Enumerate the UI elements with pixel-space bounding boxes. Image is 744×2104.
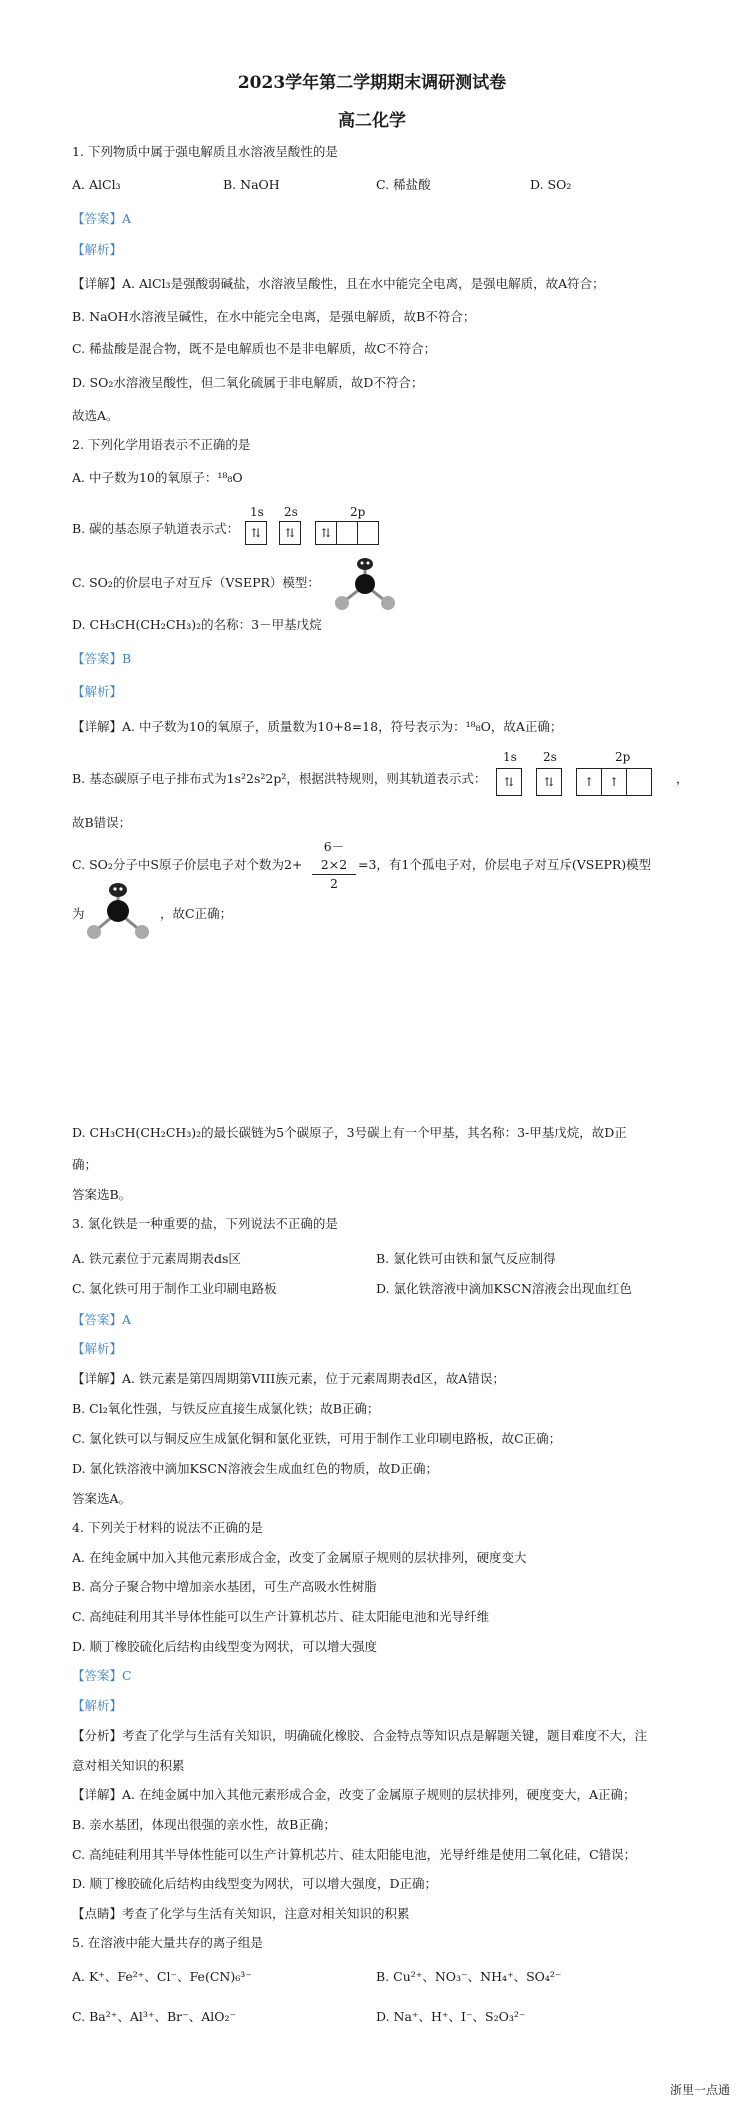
fraction-numerator: 6－2×2 [312, 838, 356, 875]
q3-detail-a: 【详解】A. 铁元素是第四周期第VIII族元素，位于元素周期表d区，故A错误； [72, 1371, 505, 1386]
q2-detail-b-end: 故B错误； [72, 815, 132, 830]
orbital-box-2p-2-b: ↑ [601, 768, 627, 796]
q4-detail-a: 【详解】A. 在纯金属中加入其他元素形成合金，改变了金属原子规则的层状排列，硬度变大，A正确； [72, 1787, 636, 1802]
q2-detail-c-rest: =3，有1个孤电子对，价层电子对互斥(VSEPR)模型 [358, 857, 652, 872]
q3-option-a: A. 铁元素位于元素周期表ds区 [72, 1251, 241, 1266]
vsepr-model-large [82, 880, 152, 942]
q5-option-b: B. Cu²⁺、NO₃⁻、NH₄⁺、SO₄²⁻ [376, 1969, 562, 1984]
comma: ， [676, 771, 689, 786]
orbital-box-2s-b: ⇅ [536, 768, 562, 796]
q2-detail-d: D. CH₃CH(CH₂CH₃)₂的最长碳链为5个碳原子，3号碳上有一个甲基，其名称：3-甲基戊烷，故D正 [72, 1125, 627, 1140]
orbital-box-2p-2 [336, 521, 358, 545]
q2-answer: 【答案】B [72, 651, 132, 666]
q2-option-c: C. SO₂的价层电子对互斥（VSEPR）模型： [72, 575, 320, 590]
q4-detail-c: C. 高纯硅利用其半导体性能可以生产计算机芯片、硅太阳能电池，光导纤维是使用二氧化硅，C错误； [72, 1847, 637, 1862]
q3-answer: 【答案】A [72, 1312, 132, 1327]
q2-detail-a: 【详解】A. 中子数为10的氧原子，质量数为10+8=18，符号表示为：¹⁸₈O，故A正确； [72, 719, 563, 734]
q4-note: 【点睛】考查了化学与生活有关知识，注意对相关知识的积累 [72, 1906, 410, 1921]
q2-conclusion: 答案选B。 [72, 1187, 132, 1202]
vsepr-model-small [330, 555, 400, 613]
orbital-label-1s: 1s [250, 505, 264, 519]
q2-option-a: A. 中子数为10的氧原子：¹⁸₈O [72, 470, 243, 485]
orbital-diagram-large [497, 750, 667, 804]
q5-option-d: D. Na⁺、H⁺、I⁻、S₂O₃²⁻ [376, 2009, 526, 2024]
q1-option-d: D. SO₂ [530, 177, 572, 192]
q2-option-d: D. CH₃CH(CH₂CH₃)₂的名称：3－甲基戊烷 [72, 617, 322, 632]
q1-detail-a: 【详解】A. AlCl₃是强酸弱碱盐，水溶液呈酸性，且在水中能完全电离，是强电解质，故A符合； [72, 276, 605, 291]
q4-jiexi: 【解析】 [72, 1698, 123, 1713]
paper-subject: 高二化学 [338, 111, 406, 131]
footer-watermark: 浙里一点通 [669, 2083, 730, 2097]
q1-detail-c: C. 稀盐酸是混合物，既不是电解质也不是非电解质，故C不符合； [72, 341, 437, 356]
orbital-box-2s: ⇅ [279, 521, 301, 545]
q4-option-b: B. 高分子聚合物中增加亲水基团，可生产高吸水性树脂 [72, 1579, 377, 1594]
q4-detail-b: B. 亲水基团，体现出很强的亲水性，故B正确； [72, 1817, 336, 1832]
q1-detail-b: B. NaOH水溶液呈碱性，在水中能完全电离，是强电解质，故B不符合； [72, 309, 476, 324]
q3-detail-d: D. 氯化铁溶液中滴加KSCN溶液会生成血红色的物质，故D正确； [72, 1461, 438, 1476]
q1-answer: 【答案】A [72, 211, 132, 226]
orbital-diagram-small [246, 505, 396, 555]
q5-option-a: A. K⁺、Fe²⁺、Cl⁻、Fe(CN)₆³⁻ [72, 1969, 252, 1984]
q4-answer: 【答案】C [72, 1668, 132, 1683]
q1-option-a: A. AlCl₃ [72, 177, 121, 192]
orbital-box-2p-3 [357, 521, 379, 545]
orbital-label-2s-b: 2s [543, 750, 557, 764]
q5-option-c: C. Ba²⁺、Al³⁺、Br⁻、AlO₂⁻ [72, 2009, 237, 2024]
q1-jiexi: 【解析】 [72, 242, 123, 257]
orbital-label-2p: 2p [350, 505, 366, 519]
q2-jiexi: 【解析】 [72, 684, 123, 699]
q4-option-c: C. 高纯硅利用其半导体性能可以生产计算机芯片、硅太阳能电池和光导纤维 [72, 1609, 490, 1624]
q1-detail-d: D. SO₂水溶液呈酸性，但二氧化硫属于非电解质，故D不符合； [72, 375, 424, 390]
q3-option-d: D. 氯化铁溶液中滴加KSCN溶液会出现血红色 [376, 1281, 632, 1296]
q4-detail-d: D. 顺丁橡胶硫化后结构由线型变为网状，可以增大强度，D正确； [72, 1876, 438, 1891]
q3-option-c: C. 氯化铁可用于制作工业印刷电路板 [72, 1281, 277, 1296]
q2-detail-c-end: ，故C正确； [160, 906, 233, 921]
q2-stem: 2. 下列化学用语表示不正确的是 [72, 437, 251, 452]
q3-jiexi: 【解析】 [72, 1341, 123, 1356]
orbital-label-1s-b: 1s [503, 750, 517, 764]
orbital-box-2p-3-b [626, 768, 652, 796]
q3-conclusion: 答案选A。 [72, 1491, 132, 1506]
q4-option-a: A. 在纯金属中加入其他元素形成合金，改变了金属原子规则的层状排列，硬度变大 [72, 1550, 527, 1565]
q4-analysis-end: 意对相关知识的积累 [72, 1758, 185, 1773]
q4-analysis: 【分析】考查了化学与生活有关知识，明确硫化橡胶、合金特点等知识点是解题关键，题目难度不大，注 [72, 1728, 648, 1743]
q2-detail-c-wei: 为 [72, 906, 85, 921]
q5-stem: 5. 在溶液中能大量共存的离子组是 [72, 1935, 263, 1950]
q3-option-b: B. 氯化铁可由铁和氯气反应制得 [376, 1251, 556, 1266]
q2-detail-c: C. SO₂分子中S原子价层电子对个数为2+ [72, 857, 303, 872]
q3-detail-b: B. Cl₂氧化性强，与铁反应直接生成氯化铁；故B正确； [72, 1401, 380, 1416]
q2-detail-b: B. 基态碳原子电子排布式为1s²2s²2p²，根据洪特规则，则其轨道表示式： [72, 771, 487, 786]
q2-detail-d-end: 确； [72, 1157, 98, 1172]
q3-detail-c: C. 氯化铁可以与铜反应生成氯化铜和氯化亚铁，可用于制作工业印刷电路板，故C正确； [72, 1431, 562, 1446]
paper-title: 2023学年第二学期期末调研测试卷 [237, 73, 507, 93]
fraction [312, 838, 356, 893]
q1-conclusion: 故选A。 [72, 408, 119, 423]
q1-stem: 1. 下列物质中属于强电解质且水溶液呈酸性的是 [72, 144, 338, 159]
q2-option-b: B. 碳的基态原子轨道表示式： [72, 521, 240, 536]
orbital-label-2p-b: 2p [615, 750, 631, 764]
fraction-denominator: 2 [330, 876, 338, 891]
q1-option-c: C. 稀盐酸 [376, 177, 431, 192]
q4-stem: 4. 下列关于材料的说法不正确的是 [72, 1520, 263, 1535]
orbital-label-2s: 2s [284, 505, 298, 519]
q3-stem: 3. 氯化铁是一种重要的盐，下列说法不正确的是 [72, 1216, 338, 1231]
q1-option-b: B. NaOH [223, 177, 280, 192]
orbital-box-1s-b: ⇅ [496, 768, 522, 796]
q4-option-d: D. 顺丁橡胶硫化后结构由线型变为网状，可以增大强度 [72, 1639, 378, 1654]
orbital-box-2p-1-b: ↑ [576, 768, 602, 796]
orbital-box-1s: ⇅ [245, 521, 267, 545]
orbital-box-2p-1: ⇅ [315, 521, 337, 545]
